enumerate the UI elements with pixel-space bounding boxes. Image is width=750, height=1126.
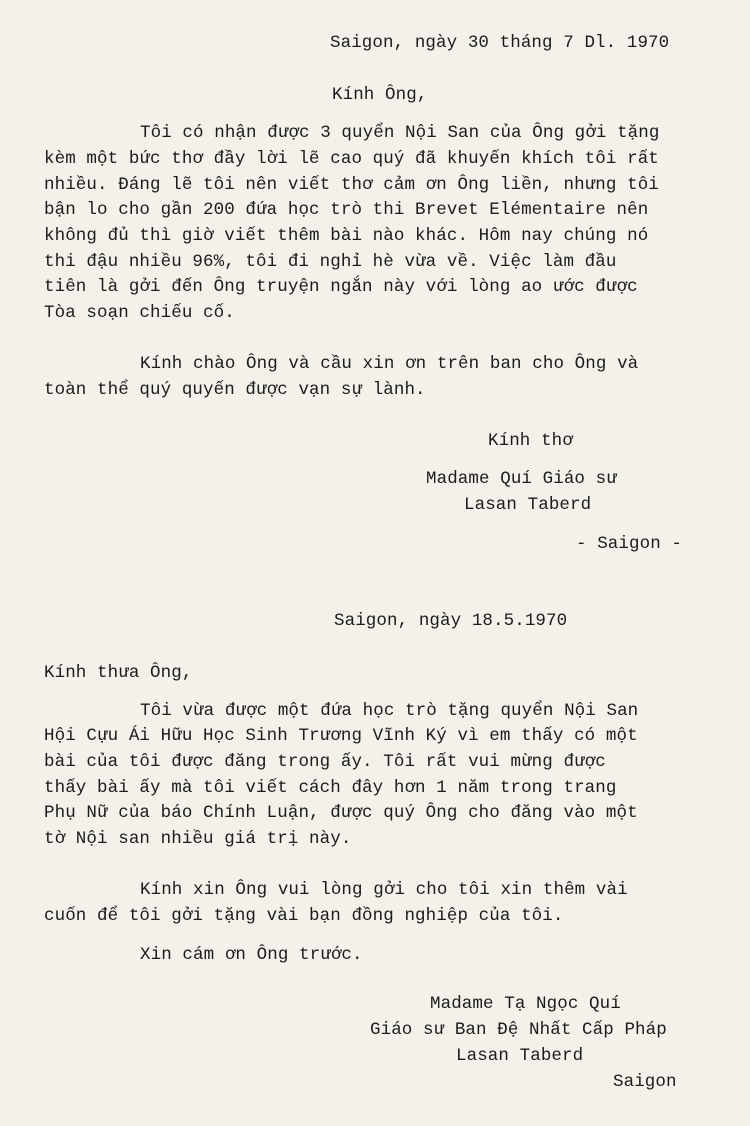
letter1-para1-line: Tòa soạn chiếu cố. xyxy=(44,303,235,323)
letter2-date: Saigon, ngày 18.5.1970 xyxy=(334,611,568,631)
letter2-para1-line: thấy bài ấy mà tôi viết cách đây hơn 1 năm trong trang xyxy=(44,778,617,798)
letter1-para1-line: tiên là gởi đến Ông truyện ngắn này với lòng ao ước được xyxy=(44,277,638,297)
letter1-salutation: Kính Ông, xyxy=(332,85,428,105)
letter1-para2-line: Kính chào Ông và cầu xin ơn trên ban cho Ông và xyxy=(140,354,639,374)
letter2-para1-line: bài của tôi được đăng trong ấy. Tôi rất vui mừng được xyxy=(44,752,606,772)
letter1-signature-name: Madame Quí Giáo sư xyxy=(426,469,617,489)
letter1-para1-line: Tôi có nhận được 3 quyển Nội San của Ông gởi tặng xyxy=(140,123,660,143)
letter2-para1-line: Phụ Nữ của báo Chính Luận, được quý Ông cho đăng vào một xyxy=(44,803,638,823)
letter1-para2-line: toàn thể quý quyến được vạn sự lành. xyxy=(44,380,426,400)
letter1-para1-line: nhiều. Đáng lẽ tôi nên viết thơ cảm ơn Ông liền, nhưng tôi xyxy=(44,175,659,195)
letter1-signature-city: - Saigon - xyxy=(576,534,683,554)
letter1-para1-line: kèm một bức thơ đầy lời lẽ cao quý đã khuyến khích tôi rất xyxy=(44,149,659,169)
letter1-para1-line: không đủ thì giờ viết thêm bài nào khác. Hôm nay chúng nó xyxy=(44,226,649,246)
letter2-para2-line: cuốn để tôi gởi tặng vài bạn đồng nghiệp của tôi. xyxy=(44,906,564,926)
letter2-signature-city: Saigon xyxy=(613,1072,677,1092)
letter1-para1-line: thi đậu nhiều 96%, tôi đi nghỉ hè vừa về. Việc làm đầu xyxy=(44,252,617,272)
letter1-signature-school: Lasan Taberd xyxy=(464,495,592,515)
letter2-signature-title: Giáo sư Ban Đệ Nhất Cấp Pháp xyxy=(370,1020,667,1040)
letter1-para1-line: bận lo cho gần 200 đứa học trò thi Brevet Elémentaire nên xyxy=(44,200,649,220)
letter2-para1-line: Tôi vừa được một đứa học trò tặng quyển Nội San xyxy=(140,701,639,721)
letter2-para1-line: tờ Nội san nhiều giá trị này. xyxy=(44,829,352,849)
letter2-para1-line: Hội Cựu Ái Hữu Học Sinh Trương Vĩnh Ký vì em thấy có một xyxy=(44,726,638,746)
letter1-closing: Kính thơ xyxy=(488,431,573,451)
letter2-thanks: Xin cám ơn Ông trước. xyxy=(140,945,363,965)
letter1-date: Saigon, ngày 30 tháng 7 Dl. 1970 xyxy=(330,33,670,53)
letter2-para2-line: Kính xin Ông vui lòng gởi cho tôi xin thêm vài xyxy=(140,880,628,900)
letter2-signature-school: Lasan Taberd xyxy=(456,1046,584,1066)
letter2-signature-name: Madame Tạ Ngọc Quí xyxy=(430,994,621,1014)
letter2-salutation: Kính thưa Ông, xyxy=(44,663,193,683)
